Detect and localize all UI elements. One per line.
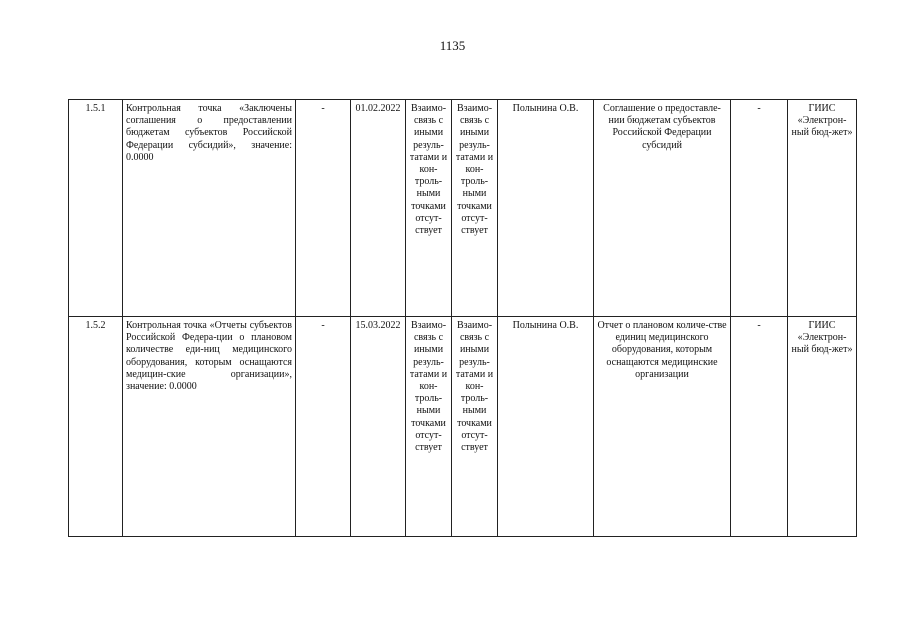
table-row [69,317,857,537]
row-number: 1.5.2 [69,317,123,537]
dash-cell: - [296,100,351,317]
dash-cell: - [731,100,788,317]
control-point-description: Контрольная точка «Заключены соглашения о предоставлении бюджетам субъектов Российской Федерации субсидий», значение: 0.0000 [123,100,296,317]
due-date: 01.02.2022 [351,100,406,317]
result-document: Соглашение о предоставле-нии бюджетам субъектов Российской Федерации субсидий [594,100,731,317]
dash-cell: - [296,317,351,537]
responsible-person: Полынина О.В. [498,100,594,317]
due-date: 15.03.2022 [351,317,406,537]
relation-cell: Взаимо-связь с иными резуль-татами и кон-троль-ными точками отсут-ствует [406,100,452,317]
control-point-description: Контрольная точка «Отчеты субъектов Российской Федера-ции о плановом количестве еди-ниц медицинского оборудования, которым оснащаются медицин-ские организации», значение: 0.0000 [123,317,296,537]
responsible-person: Полынина О.В. [498,317,594,537]
table-row [69,100,857,317]
information-system: ГИИС «Электрон-ный бюд-жет» [788,317,857,537]
row-number: 1.5.1 [69,100,123,317]
dash-cell: - [731,317,788,537]
relation-cell: Взаимо-связь с иными резуль-татами и кон-троль-ными точками отсут-ствует [452,100,498,317]
page-number: 1135 [439,38,466,53]
information-system: ГИИС «Электрон-ный бюд-жет» [788,100,857,317]
relation-cell: Взаимо-связь с иными резуль-татами и кон-троль-ными точками отсут-ствует [452,317,498,537]
control-points-table [68,99,857,537]
result-document: Отчет о плановом количе-стве единиц медицинского оборудования, которым оснащаются медицинские организации [594,317,731,537]
relation-cell: Взаимо-связь с иными резуль-татами и кон-троль-ными точками отсут-ствует [406,317,452,537]
